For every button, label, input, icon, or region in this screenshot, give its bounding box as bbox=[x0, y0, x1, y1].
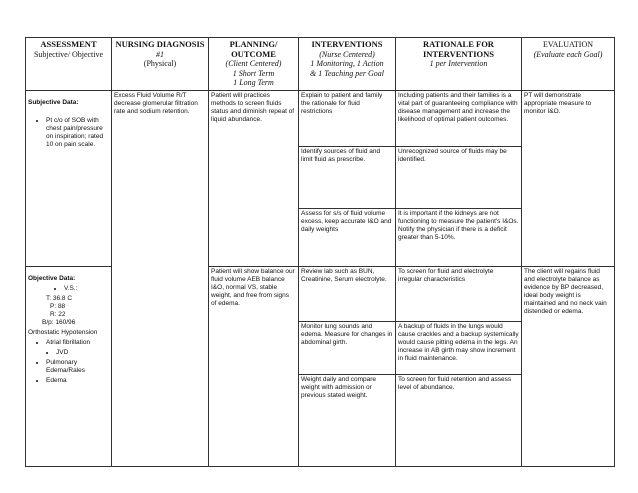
subjective-label: Subjective Data: bbox=[28, 99, 79, 106]
intervention-4: Review lab such as BUN, Creatinine, Serum electrolyte. bbox=[299, 267, 396, 322]
assessment-title: ASSESSMENT bbox=[40, 39, 97, 49]
objective-item: • Edema bbox=[46, 377, 109, 385]
planning-title: PLANNING/ OUTCOME bbox=[229, 39, 278, 59]
interventions-header bbox=[299, 38, 396, 91]
long-term-goal: Patient will show balance our fluid volume AEB balance I&O, normal VS, stable weight, and free from signs of edema. bbox=[209, 267, 299, 467]
subjective-cell bbox=[26, 91, 112, 267]
interventions-subtitle: (Nurse Centered) bbox=[319, 49, 375, 59]
diagnosis-subtitle: (Physical) bbox=[143, 59, 177, 68]
vs-label: • V.S.: bbox=[64, 285, 109, 293]
rationale-1: Including patients and their families is a vital part of guaranteeing compliance with disease management and increase the likelihood of optimal patient outcomes. bbox=[396, 91, 522, 147]
planning-short-term: 1 Short Term bbox=[232, 68, 275, 78]
evaluation-title: EVALUATION bbox=[542, 40, 594, 49]
intervention-6: Weight daily and compare weight with admission or previous stated weight. bbox=[299, 375, 396, 467]
assessment-subtitle: Subjective/ Objective bbox=[33, 49, 104, 59]
diagnosis-header bbox=[112, 38, 209, 91]
evaluation-1: PT will demonstrate appropriate measure to monitor I&O. bbox=[522, 91, 615, 267]
rationale-4: To screen for fluid and electrolyte irregular characteristics bbox=[396, 267, 522, 322]
planning-long-term: 1 Long Term bbox=[233, 78, 274, 87]
temperature: T: 36.8 C bbox=[46, 295, 73, 302]
interventions-line-2: & 1 Teaching per Goal bbox=[310, 68, 384, 78]
objective-item: • JVD bbox=[56, 349, 109, 357]
intervention-1: Explain to patient and family the rationale for fluid restrictions bbox=[299, 91, 396, 147]
objective-item: • Pulmonary Edema/Rales bbox=[46, 359, 109, 375]
orthostatic-hypotension: Orthostatic Hypotension bbox=[28, 329, 98, 336]
header-row bbox=[26, 38, 615, 91]
evaluation-2: The client will regains fluid and electrolyte balance as evidence by BP decreased, ideal body weight is maintained and no neck vain distended or edema. bbox=[522, 267, 615, 467]
table-row bbox=[26, 91, 615, 147]
rationale-6: To screen for fluid retention and assess level of abundance. bbox=[396, 375, 522, 467]
assessment-header bbox=[26, 38, 112, 91]
intervention-2: Identify sources of fluid and limit fluid as prescribe. bbox=[299, 147, 396, 209]
blood-pressure: B/p: 160/96 bbox=[42, 319, 76, 326]
rationale-3: It is important if the kidneys are not functioning to measure the patient's I&Os. Notify the physician if there is a deficit greater than 5-10%. bbox=[396, 209, 522, 267]
objective-item: • Atrial fibrillation bbox=[46, 339, 109, 347]
diagnosis-number: #1 bbox=[156, 49, 164, 59]
rationale-subtitle: 1 per Intervention bbox=[429, 59, 488, 68]
interventions-title: INTERVENTIONS bbox=[311, 39, 383, 49]
evaluation-header bbox=[522, 38, 615, 91]
short-term-goal: Patient will practices methods to screen fluids status and diminish repeat of liquid abundance. bbox=[209, 91, 299, 267]
planning-subtitle: (Client Centered) bbox=[225, 59, 282, 68]
respiration: R: 22 bbox=[50, 311, 66, 318]
subjective-item: • Pt c/o of SOB with chest pain/pressure on inspiration; rated 10 on pain scale. bbox=[46, 117, 109, 149]
intervention-3: Assess for s/s of fluid volume excess, keep accurate I&O and daily weights bbox=[299, 209, 396, 267]
evaluation-subtitle: (Evaluate each Goal) bbox=[533, 49, 603, 59]
rationale-2: Unrecognized source of fluids may be identified. bbox=[396, 147, 522, 209]
pulse: P: 88 bbox=[50, 303, 66, 310]
diagnosis-cell: Excess Fluid Volume R/T decrease glomerular filtration rate and sodium retention. bbox=[112, 91, 209, 467]
care-plan-table bbox=[25, 37, 615, 467]
objective-cell bbox=[26, 267, 112, 467]
rationale-title: RATIONALE FOR INTERVENTIONS bbox=[422, 39, 495, 59]
planning-header bbox=[209, 38, 299, 91]
diagnosis-title: NURSING DIAGNOSIS bbox=[115, 39, 205, 49]
intervention-5: Monitor lung sounds and edema. Measure for changes in abdominal girth. bbox=[299, 322, 396, 375]
rationale-5: A backup of fluids in the lungs would cause crackles and a backup systemically would cause pitting edema in the legs. An increase in AB girth may show increment in fluid maintenance. bbox=[396, 322, 522, 375]
objective-label: Objective Data: bbox=[28, 275, 76, 282]
rationale-header bbox=[396, 38, 522, 91]
interventions-line-1: 1 Monitoring, 1 Action bbox=[310, 59, 384, 68]
